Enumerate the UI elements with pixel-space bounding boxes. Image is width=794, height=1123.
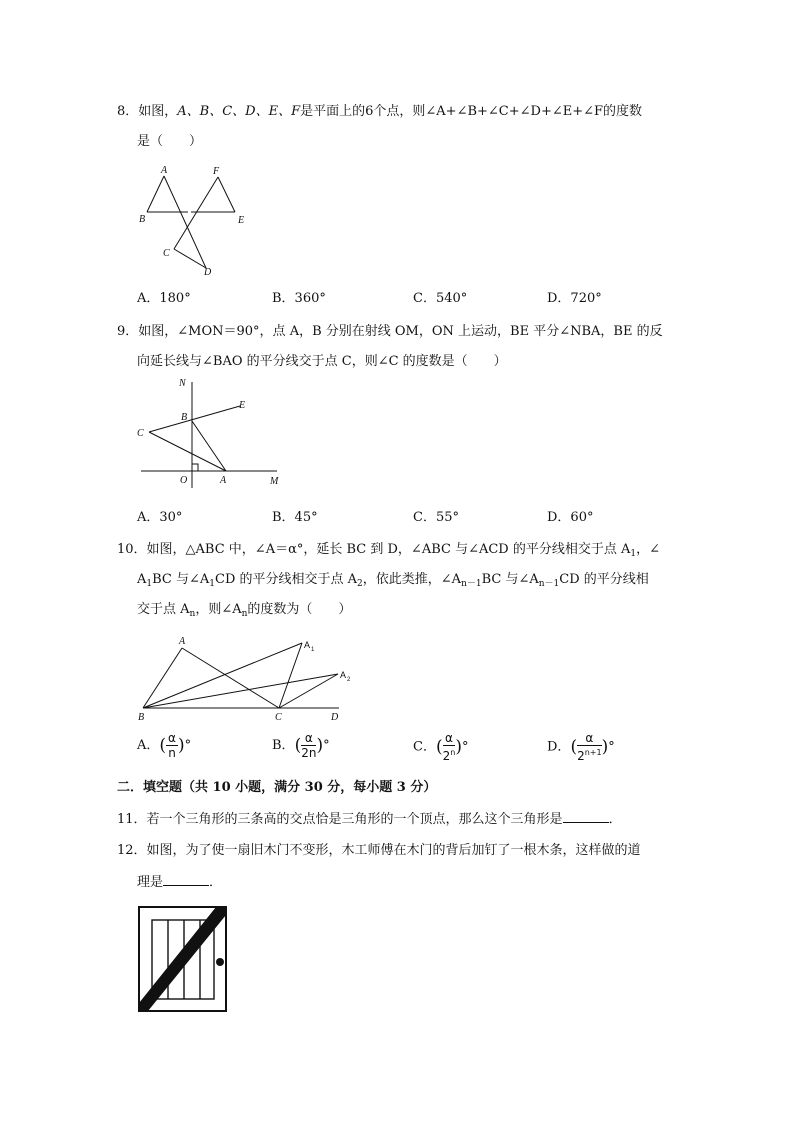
q10-option-a[interactable]: A．( $\frac{\alpha}{n}$ )° xyxy=(137,731,192,760)
q9-option-c[interactable]: C．55° xyxy=(413,510,459,525)
q9-option-d[interactable]: D．60° xyxy=(547,510,594,525)
q8-option-d[interactable]: D．720° xyxy=(547,291,602,306)
q9-option-a[interactable]: A．30° xyxy=(137,510,183,525)
q8-label-C: C xyxy=(163,248,170,259)
q10-label-A1-sub: 1 xyxy=(311,647,315,653)
q10-label-A2-sub: 2 xyxy=(347,677,351,683)
q9-label-B: B xyxy=(181,412,188,423)
q10-stem-line1: 10．如图，△ABC 中，∠A＝α°，延长 BC 到 D，∠ABC 与∠ACD 的平分线相交于点 $A_1$，∠ xyxy=(117,542,661,559)
q10-label-A2: A xyxy=(340,670,347,680)
q8-option-c[interactable]: C．540° xyxy=(413,291,468,306)
q8-label-B: B xyxy=(139,214,146,225)
q11-answer-blank[interactable] xyxy=(563,810,609,823)
q9-figure xyxy=(135,372,290,490)
q9-label-E: E xyxy=(239,400,246,411)
q9-label-O: O xyxy=(180,475,188,486)
q10-label-B: B xyxy=(138,712,145,723)
q8-label-F: F xyxy=(213,166,220,177)
q8-figure xyxy=(135,160,255,280)
q10-label-A1: A xyxy=(304,640,311,650)
q9-label-C: C xyxy=(137,428,144,439)
q9-stem-line2: 向延长线与∠BAO 的平分线交于点 C，则∠C 的度数是（ ） xyxy=(137,354,507,369)
q10-figure xyxy=(135,632,360,724)
q10-label-C: C xyxy=(275,712,282,723)
q10-option-d[interactable]: D．( $\frac{\alpha}{2^{n+1}}$ )° xyxy=(547,731,615,763)
q8-stem-line1: 8．如图，A、B、C、D、E、F是平面上的6个点，则∠A+∠B+∠C+∠D+∠E+∠F的度数 xyxy=(117,104,643,119)
q8-option-a[interactable]: A．180° xyxy=(137,291,191,306)
q9-label-N: N xyxy=(179,378,186,389)
q11-stem: 11．若一个三角形的三条高的交点恰是三角形的一个顶点，那么这个三角形是 ． xyxy=(117,812,622,827)
q10-option-c[interactable]: C．( $\frac{\alpha}{2^n}$ )° xyxy=(413,731,469,763)
q10-label-D: D xyxy=(331,712,339,723)
q9-stem-line1: 9．如图，∠MON＝90°，点 A，B 分别在射线 OM，ON 上运动，BE 平分∠NBA，BE 的反 xyxy=(117,324,663,339)
q10-stem-line3: 交于点 $A_n$，则$\angle A_n$的度数为（ ） xyxy=(137,602,352,619)
q8-label-A: A xyxy=(161,165,168,176)
q8-number: 8． xyxy=(117,104,139,119)
q12-stem-line2: 理是 ． xyxy=(137,875,223,890)
q10-option-b[interactable]: B．( $\frac{\alpha}{2n}$ )° xyxy=(272,731,330,760)
q10-label-A: A xyxy=(179,636,186,647)
q8-label-D: D xyxy=(204,267,212,278)
q8-stem-line2: 是（ ） xyxy=(137,134,203,149)
door-knob-icon xyxy=(216,958,224,966)
q9-label-M: M xyxy=(270,476,279,487)
section2-title: 二．填空题（共 10 小题，满分 30 分，每小题 3 分） xyxy=(117,780,437,795)
q12-door-figure xyxy=(136,903,231,1015)
q8-label-E: E xyxy=(238,215,245,226)
q9-option-b[interactable]: B．45° xyxy=(272,510,318,525)
q12-answer-blank[interactable] xyxy=(163,873,209,886)
q9-label-A: A xyxy=(220,475,227,486)
q12-stem-line1: 12．如图，为了使一扇旧木门不变形，木工师傅在木门的背后加钉了一根木条，这样做的道 xyxy=(117,843,641,858)
q8-option-b[interactable]: B．360° xyxy=(272,291,326,306)
q10-stem-line2: $A_1BC$ 与$\angle A_1CD$ 的平分线相交于点 $A_2$，依此类推，$\angle A_{n-1}BC$ 与$\angle A_{n-1}CD$ 的平分线相 xyxy=(137,572,649,589)
